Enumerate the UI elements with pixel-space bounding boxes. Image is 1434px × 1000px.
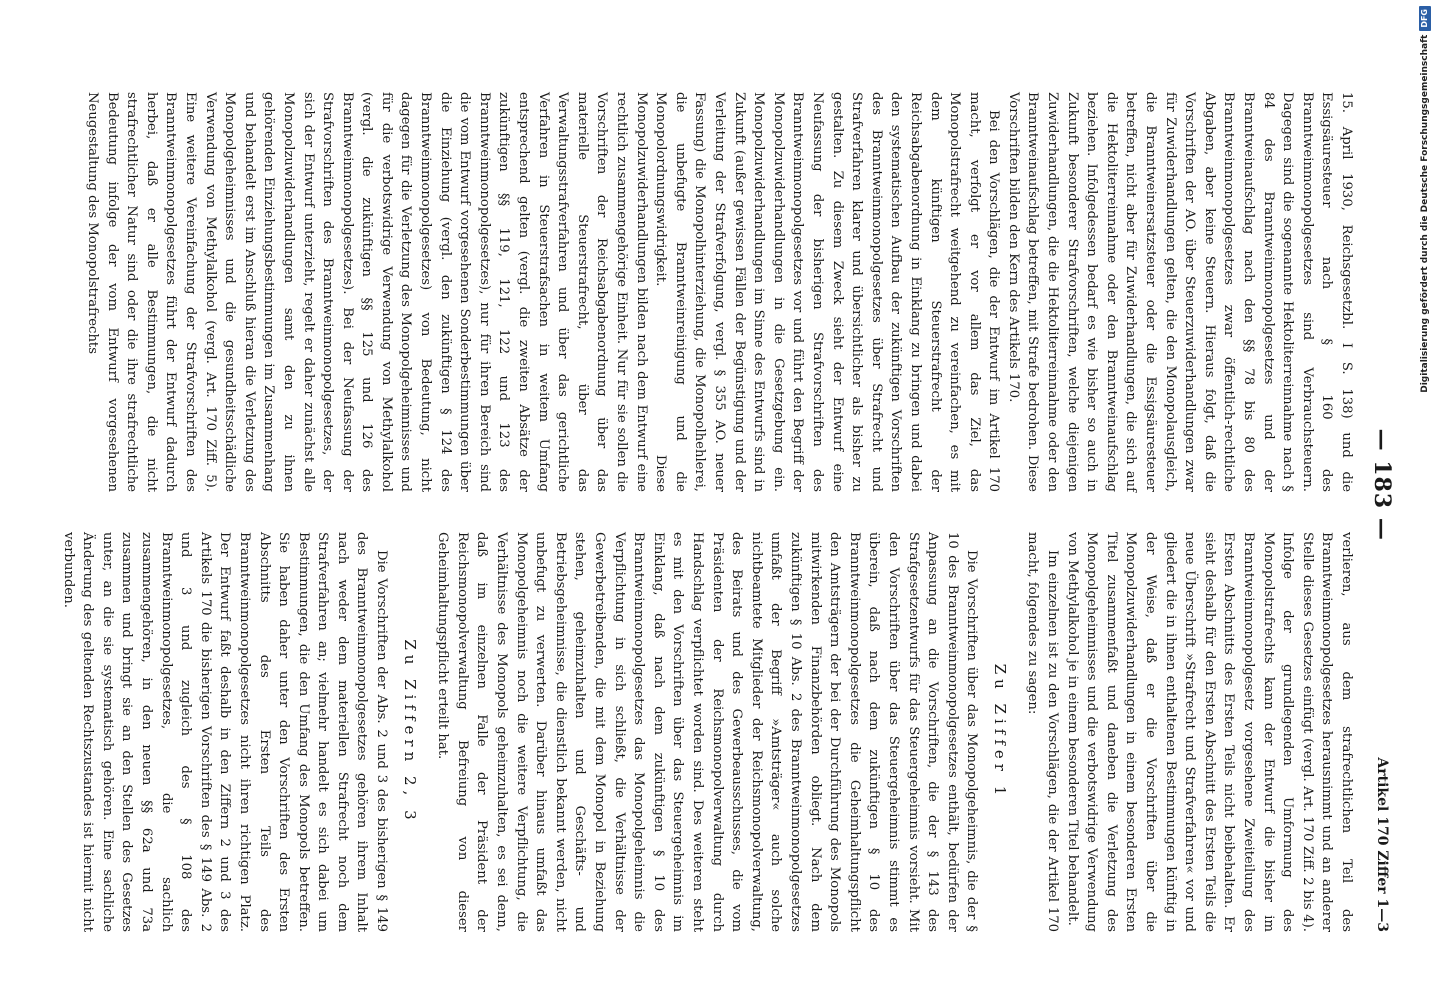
paragraph: verlieren, aus dem strafrechtlichen Teil des Branntweinmonopolgesetzes herausnimmt und an anderer Stelle dieses Gesetzes einfügt (vergl. Art. 170 Ziff. 2 bis 4). Infolge der grundlegenden Umformung des Monopolstrafrechts kann der Entwurf die bisher im Branntweinmonopolgesetz vorgesehene Zweiteilung des Ersten Abschnitts des Ersten Teils nicht beibehalten. Er sieht deshalb für den Ersten Abschnitt des Ersten Teils die neue Überschrift »Strafrecht und Strafverfahren« vor und gliedert die in ihnen enthaltenen Bestimmungen künftig in der Weise, daß er die Vorschriften über die Monopolzuwiderhandlungen in einem besonderen Ersten Titel zusammenfaßt und daneben die Verletzung des Monopolgeheimnisses und die verbotswidrige Verwendung von Methylalkohol je in einem besonderen Titel behandelt. xyxy=(1064,532,1354,932)
page-number: — 183 — xyxy=(1369,428,1395,541)
paragraph: Die Vorschriften über das Monopolgeheimnis, die der § 10 des Branntweinmonopolgesetzes enthält, bedürfen der Anpassung an die Vorschriften, die der § 143 des Strafgesetzentwurfs für das Steuergeheimnis vorsieht. Mit den Vorschriften über das Steuergeheimnis stimmt es überein, daß nach dem zukünftigen § 10 des Branntweinmonopolgesetzes die Geheimhaltungspflicht den Amtsträgern der bei der Durchführung des Monopols mitwirkenden Finanzbehörden obliegt. Nach dem zukünftigen § 10 Abs. 2 des Branntweinmonopolgesetzes umfaßt der Begriff »Amtsträger« auch solche nichtbeamtete Mitglieder der Reichsmonopolverwaltung, des Beirats und des Gewerbeausschusses, die vom Präsidenten der Reichsmonopolverwaltung durch Handschlag verpflichtet worden sind. Des weiteren steht es mit den Vorschriften über das Steuergeheimnis im Einklang, daß nach dem zukünftigen § 10 des Branntweinmonopolgesetzes das Monopolgeheimnis die Verpflichtung in sich schließt, die Verhältnisse der Gewerbetreibenden, die mit dem Monopol in Beziehung stehen, geheimzuhalten und Geschäfts- und Betriebsgeheimnisse, die dienstlich bekannt werden, nicht unbefugt zu verwerten. Darüber hinaus umfaßt das Monopolgeheimnis noch die weitere Verpflichtung, die Verhältnisse des Monopols geheimzuhalten, es sei denn, daß im einzelnen Falle der Präsident der Reichsmonopolverwaltung Befreiung von dieser Geheimhaltungspflicht erteilt hat. xyxy=(435,532,980,932)
left-column xyxy=(85,92,1356,492)
right-column xyxy=(60,532,1356,932)
page-header xyxy=(1364,92,1400,932)
running-head: Artikel 170 Ziffer 1—3 xyxy=(1374,757,1390,932)
rotated-page-content xyxy=(60,92,1400,932)
digitization-credit-strip xyxy=(1418,6,1432,986)
paragraph: Bei den Vorschlägen, die der Entwurf im Artikel 170 macht, verfolgt er vor allem das Ziel, das Monopolstrafrecht weitgehend zu vereinfachen, es mit dem künftigen Steuerstrafrecht der Reichsabgabenordnung in Einklang zu bringen und dabei den systematischen Aufbau der zukünftigen Vorschriften des Branntweinmonopolgesetzes über Strafrecht und Strafverfahren klarer und übersichtlicher als bisher zu gestalten. Zu diesem Zweck sieht der Entwurf eine Neufassung der bisherigen Strafvorschriften des Branntweinmonopolgesetzes vor und führt den Begriff der Monopolzuwiderhandlungen in die Gesetzgebung ein. Monopolzuwiderhandlungen im Sinne des Entwurfs sind in Zukunft (außer gewissen Fällen der Begünstigung und der Verleitung der Strafverfolgung, vergl. § 355 AO. neuer Fassung) die Monopolhinterziehung, die Monopolhehlerei, die unbefugte Branntweinreinigung und die Monopolordnungswidrigkeit. Diese Monopolzuwiderhandlungen bilden nach dem Entwurf eine rechtlich zusammengehörige Einheit. Nur für sie sollen die Vorschriften der Reichsabgabenordnung über das materielle Steuerstrafrecht, über das Verwaltungsstrafverfahren und über das gerichtliche Verfahren in Steuerstrafsachen in weitem Umfang entsprechend gelten (vergl. die zweiten Absätze der zukünftigen §§ 119, 121, 122 und 123 des Branntweinmonopolgesetzes), nur für ihren Bereich sind die vom Entwurf vorgesehenen Sonderbestimmungen über die Einziehung (vergl. den zukünftigen § 124 des Branntweinmonopolgesetzes) von Bedeutung, nicht dagegen für die Verletzung des Monopolgeheimnisses und für die verbotswidrige Verwendung von Methylalkohol (vergl. die zukünftigen §§ 125 und 126 des Branntweinmonopolgesetzes). Bei der Neufassung der Strafvorschriften des Branntweinmonopolgesetzes, der sich der Entwurf unterzieht, regelt er daher zunächst alle Monopolzuwiderhandlungen samt den zu ihnen gehörenden Einziehungsbestimmungen im Zusammenhang und behandelt erst im Anschluß hieran die Verletzung des Monopolgeheimnisses und die gesundheitsschädliche Verwendung von Methylalkohol (vergl. Art. 170 Ziff. 5). Eine weitere Vereinfachung der Strafvorschriften des Branntweinmonopolgesetzes führt der Entwurf dadurch herbei, daß er alle Bestimmungen, die nicht strafrechtlicher Natur sind oder die ihre strafrechtliche Bedeutung infolge der vom Entwurf vorgesehenen Neugestaltung des Monopolstrafrechts xyxy=(85,92,1002,492)
paragraph: Die Vorschriften der Abs. 2 und 3 des bisherigen § 149 des Branntweinmonopolgesetzes gehören ihrem Inhalt nach weder dem materiellen Strafrecht noch dem Strafverfahren an; vielmehr handelt es sich dabei um Bestimmungen, die den Umfang des Monopols betreffen. Sie haben daher unter den Vorschriften des Ersten Abschnitts des Ersten Teils des Branntweinmonopolgesetzes nicht ihren richtigen Platz. Der Entwurf faßt deshalb in den Ziffern 2 und 3 des Artikels 170 die bisherigen Vorschriften des § 149 Abs. 2 und 3 und zugleich des § 108 des Branntweinmonopolgesetzes, die sachlich zusammengehören, in den neuen §§ 62a und 73a zusammen und bringt sie an den Stellen des Gesetzes unter, an die sie systematisch gehören. Eine sachliche Änderung des geltenden Rechtszustandes ist hiermit nicht verbunden. xyxy=(60,532,390,932)
paragraph: 15. April 1930, Reichsgesetzbl. I S. 138) und die Essigsäuresteuer nach § 160 des Branntweinmonopolgesetzes sind Verbrauchsteuern. Dagegen sind die sogenannte Hektoliterreinnahme nach § 84 des Branntweinmonopolgesetzes und der Branntweinaufschlag nach den §§ 78 bis 80 des Branntweinmonopolgesetzes zwar öffentlich-rechtliche Abgaben, aber keine Steuern. Hieraus folgt, daß die Vorschriften der AO. über Steuerzuwiderhandlungen zwar für Zuwiderhandlungen gelten, die den Monopolausgleich, die Branntweinersatzsteuer oder die Essigsäuresteuer betreffen, nicht aber für Zuwiderhandlungen, die sich auf die Hektoliterreinnahme oder den Branntweinaufschlag beziehen. Infolgedessen bedarf es wie bisher so auch in Zukunft besonderer Strafvorschriften, welche diejenigen Zuwiderhandlungen, die die Hektoliterreinnahme oder den Branntweinaufschlag betreffen, mit Strafe bedrohen. Diese Vorschriften bilden den Kern des Artikels 170. xyxy=(1005,92,1354,492)
paragraph: Im einzelnen ist zu den Vorschlägen, die der Artikel 170 macht, folgendes zu sagen: xyxy=(1025,532,1061,932)
dfg-logo-icon: DFG xyxy=(1419,6,1431,31)
section-heading: Zu Ziffer 1 xyxy=(990,663,1009,801)
dfg-credit-text: Digitalisierung gefördert durch die Deutsche Forschungsgemeinschaft xyxy=(1420,34,1430,393)
scanned-page xyxy=(60,92,1400,972)
section-heading: Zu Ziffern 2, 3 xyxy=(400,639,419,825)
